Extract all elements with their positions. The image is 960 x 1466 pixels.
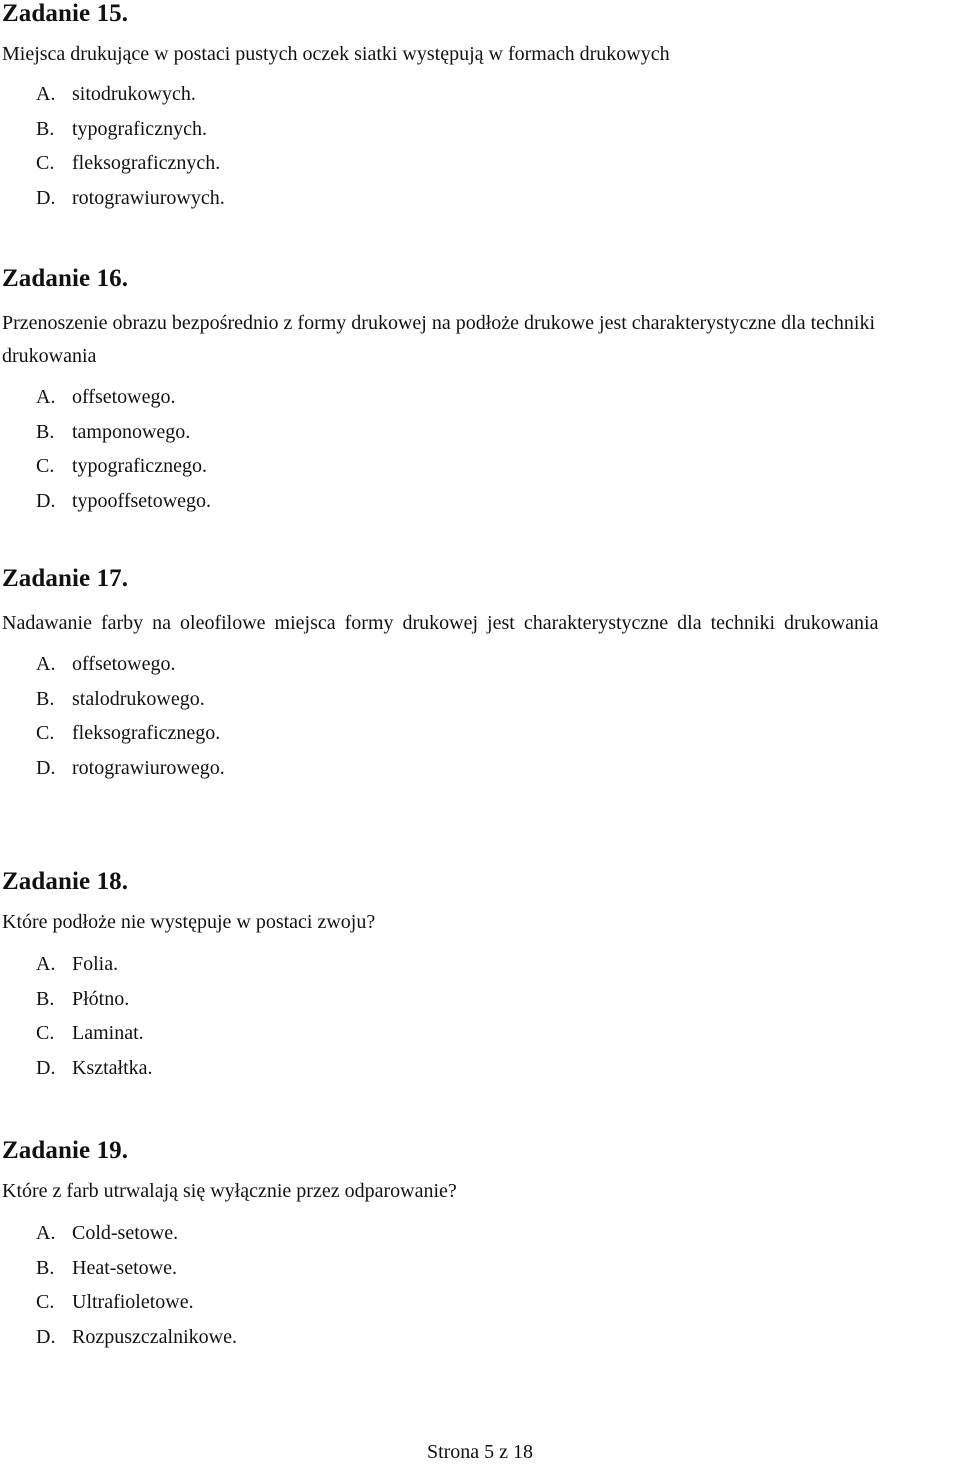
option-letter: A. xyxy=(36,653,56,675)
option-text: sitodrukowych. xyxy=(72,83,196,105)
answer-option-d[interactable] xyxy=(36,1320,958,1355)
option-text: Płótno. xyxy=(72,987,130,1010)
task-19 xyxy=(2,1137,958,1354)
option-letter: C. xyxy=(36,152,55,174)
option-letter: C. xyxy=(36,722,55,744)
answer-option-b[interactable] xyxy=(36,112,958,147)
task-question: Które podłoże nie występuje w postaci zwoju? xyxy=(2,911,376,933)
answer-option-d[interactable] xyxy=(36,751,958,786)
answer-option-c[interactable] xyxy=(36,1285,958,1320)
task-title: Zadanie 18. xyxy=(2,868,129,895)
answer-option-c[interactable] xyxy=(36,716,958,751)
option-letter: D. xyxy=(36,1325,56,1348)
answer-option-b[interactable] xyxy=(36,1251,958,1286)
option-letter: A. xyxy=(36,386,56,408)
option-letter: A. xyxy=(36,83,56,105)
answer-option-a[interactable] xyxy=(36,77,958,112)
task-question: Miejsca drukujące w postaci pustych oczek siatki występują w formach drukowych xyxy=(2,43,670,65)
page-number: Strona 5 z 18 xyxy=(426,1441,534,1463)
option-letter: D. xyxy=(36,756,56,779)
answer-options xyxy=(2,77,958,215)
option-letter: C. xyxy=(36,1022,55,1044)
task-question: Które z farb utrwalają się wyłącznie przez odparowanie? xyxy=(2,1180,457,1202)
option-text: Rozpuszczalnikowe. xyxy=(72,1325,237,1348)
option-text: typograficznego. xyxy=(72,455,207,477)
answer-option-a[interactable] xyxy=(36,380,958,415)
option-text: rotograwiurowego. xyxy=(72,756,225,779)
option-letter: C. xyxy=(36,455,55,477)
task-16 xyxy=(2,265,958,518)
answer-option-d[interactable] xyxy=(36,181,958,216)
task-title: Zadanie 17. xyxy=(2,565,129,592)
option-text: Kształtka. xyxy=(72,1056,153,1079)
option-letter: D. xyxy=(36,489,56,512)
option-text: Folia. xyxy=(72,953,119,975)
answer-option-c[interactable] xyxy=(36,449,958,484)
option-text: Heat-setowe. xyxy=(72,1256,177,1279)
option-letter: B. xyxy=(36,1256,55,1279)
task-question: Nadawanie farby na oleofilowe miejsca formy drukowej jest charakterystyczne dla techniki drukowania xyxy=(2,612,879,634)
task-18 xyxy=(2,868,958,1085)
task-title: Zadanie 19. xyxy=(2,1137,129,1164)
task-question: Przenoszenie obrazu bezpośrednio z formy drukowej na podłoże drukowe jest charakterystyczne dla techniki drukowania xyxy=(2,312,875,367)
answer-option-b[interactable] xyxy=(36,682,958,717)
option-text: Ultrafioletowe. xyxy=(72,1291,194,1313)
option-letter: C. xyxy=(36,1291,55,1313)
answer-option-a[interactable] xyxy=(36,1216,958,1251)
option-text: rotograwiurowych. xyxy=(72,186,225,209)
answer-option-b[interactable] xyxy=(36,982,958,1017)
answer-option-c[interactable] xyxy=(36,1016,958,1051)
answer-options xyxy=(2,1216,958,1354)
option-text: offsetowego. xyxy=(72,386,176,408)
answer-options xyxy=(2,947,958,1085)
option-text: fleksograficznych. xyxy=(72,152,221,174)
option-letter: D. xyxy=(36,1056,56,1079)
answer-options xyxy=(2,380,958,518)
answer-option-c[interactable] xyxy=(36,146,958,181)
option-letter: B. xyxy=(36,117,55,140)
answer-option-a[interactable] xyxy=(36,647,958,682)
answer-option-a[interactable] xyxy=(36,947,958,982)
task-15 xyxy=(2,0,958,215)
task-title: Zadanie 15. xyxy=(2,0,129,27)
option-letter: A. xyxy=(36,1222,56,1244)
task-title: Zadanie 16. xyxy=(2,265,129,292)
answer-option-d[interactable] xyxy=(36,484,958,519)
option-text: offsetowego. xyxy=(72,653,176,675)
option-text: typooffsetowego. xyxy=(72,489,212,512)
option-text: Laminat. xyxy=(72,1022,144,1044)
option-text: fleksograficznego. xyxy=(72,722,221,744)
option-text: typograficznych. xyxy=(72,117,207,140)
option-letter: B. xyxy=(36,687,55,710)
option-text: tamponowego. xyxy=(72,420,191,443)
option-text: Cold-setowe. xyxy=(72,1222,179,1244)
option-letter: B. xyxy=(36,420,55,443)
task-17 xyxy=(2,565,958,785)
option-text: stalodrukowego. xyxy=(72,687,205,710)
option-letter: B. xyxy=(36,987,55,1010)
answer-options xyxy=(2,647,958,785)
answer-option-b[interactable] xyxy=(36,415,958,450)
option-letter: D. xyxy=(36,186,56,209)
option-letter: A. xyxy=(36,953,56,975)
answer-option-d[interactable] xyxy=(36,1051,958,1086)
